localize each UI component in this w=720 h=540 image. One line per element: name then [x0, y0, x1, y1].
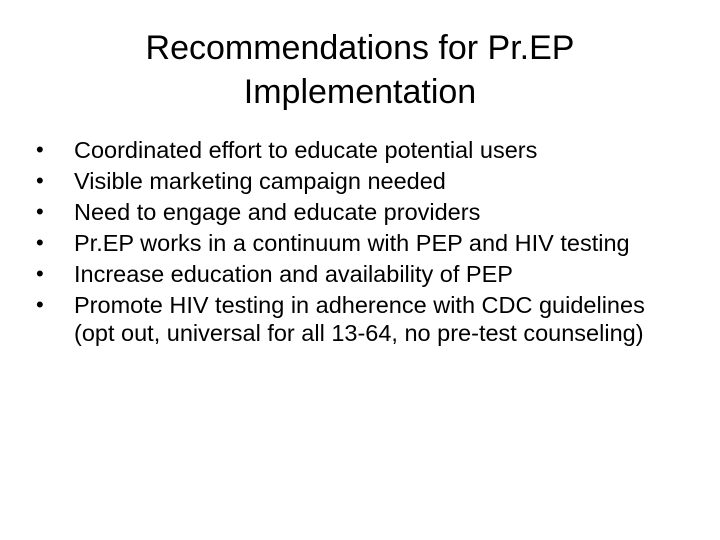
bullet-list: [36, 136, 686, 350]
bullet-text: Promote HIV testing in adherence with CDC guidelines (opt out, universal for all 13-64, no pre-test counseling): [74, 292, 645, 346]
bullet-dot-icon: •: [36, 292, 44, 317]
bullet-dot-icon: •: [36, 137, 44, 162]
bullet-text: Increase education and availability of PEP: [74, 261, 513, 287]
bullet-item: [36, 198, 686, 226]
bullet-item: [36, 260, 686, 288]
slide-title: [60, 26, 660, 114]
bullet-item: [36, 136, 686, 164]
bullet-text: Visible marketing campaign needed: [74, 168, 446, 194]
bullet-text: Pr.EP works in a continuum with PEP and HIV testing: [74, 230, 630, 256]
bullet-dot-icon: •: [36, 261, 44, 286]
bullet-item: [36, 291, 686, 347]
bullet-item: [36, 167, 686, 195]
slide-title-line-1: Recommendations for Pr.EP: [145, 29, 575, 67]
bullet-text: Need to engage and educate providers: [74, 199, 481, 225]
bullet-dot-icon: •: [36, 230, 44, 255]
slide-title-line-2: Implementation: [243, 73, 477, 111]
bullet-item: [36, 229, 686, 257]
bullet-text: Coordinated effort to educate potential users: [74, 137, 538, 163]
bullet-dot-icon: •: [36, 168, 44, 193]
bullet-dot-icon: •: [36, 199, 44, 224]
